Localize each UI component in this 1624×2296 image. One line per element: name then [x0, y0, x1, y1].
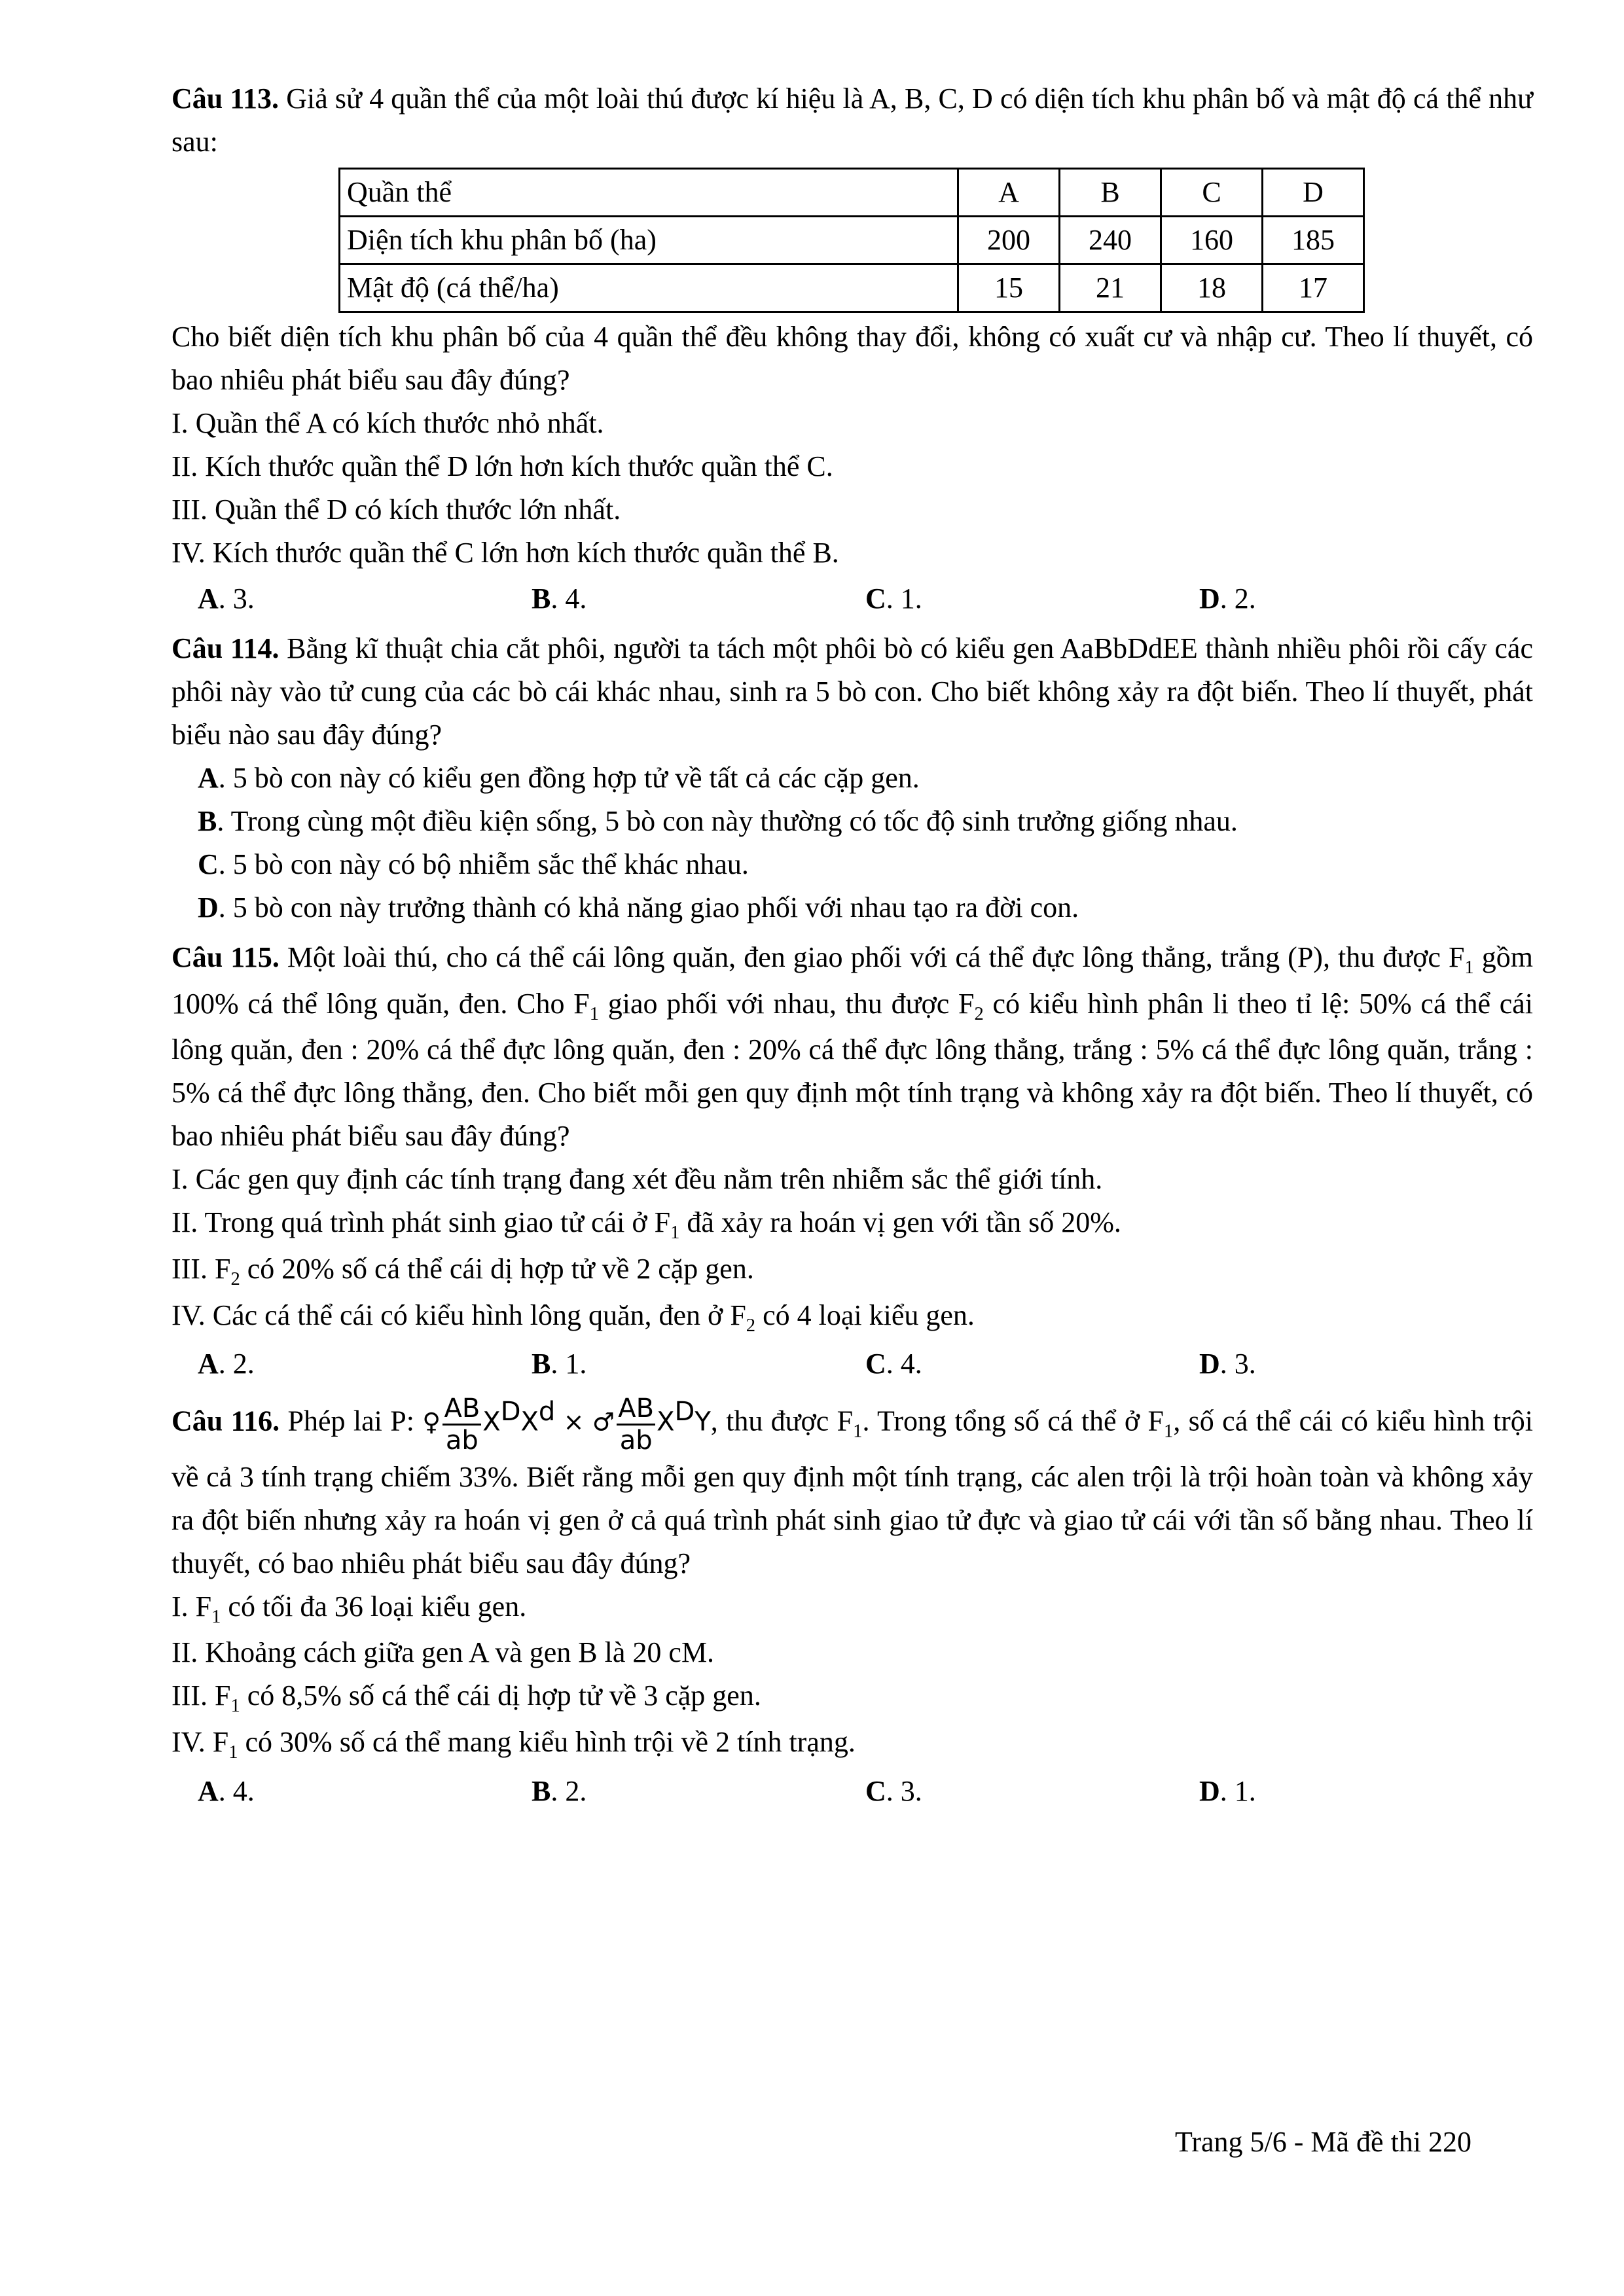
- option-b[interactable]: B. 1.: [532, 1348, 587, 1380]
- statement-iii: III. $F_1$ có 8,5% số cá thể cái dị hợp tử về 3 cặp gen.: [171, 1679, 761, 1716]
- statement-ii: II. Trong quá trình phát sinh giao tử cái ở $F_1$ đã xảy ra hoán vị gen với tần số 20%.: [171, 1206, 1121, 1244]
- table-cell: Diện tích khu phân bố (ha): [340, 217, 958, 264]
- statement-iv: IV. $F_1$ có 30% số cá thể mang kiểu hình trội về 2 tính trạng.: [171, 1725, 856, 1763]
- option-c[interactable]: C. 5 bò con này có bộ nhiễm sắc thể khác nhau.: [198, 848, 749, 880]
- table-header-row: [340, 169, 1364, 217]
- statement-iv: IV. Các cá thể cái có kiểu hình lông quăn, đen ở $F_2$ có 4 loại kiểu gen.: [171, 1299, 975, 1336]
- question-label: Câu 113.: [171, 82, 280, 115]
- option-a[interactable]: A. 4.: [198, 1774, 255, 1807]
- option-b[interactable]: B. Trong cùng một điều kiện sống, 5 bò con này thường có tốc độ sinh trưởng giống nhau.: [198, 805, 1238, 837]
- option-c[interactable]: C. 4.: [865, 1348, 922, 1380]
- answer-options-116: [198, 1770, 1533, 1813]
- statement-i: I. $F_1$ có tối đa 36 loại kiểu gen.: [171, 1590, 527, 1627]
- female-symbol-icon: ♀: [422, 1408, 442, 1437]
- question-label: Câu 114.: [171, 632, 280, 664]
- statement-iii: III. $F_2$ có 20% số cá thể cái dị hợp tử về 2 cặp gen.: [171, 1253, 754, 1289]
- option-a[interactable]: A. 2.: [198, 1348, 255, 1380]
- option-b[interactable]: B. 4.: [532, 583, 587, 615]
- question-113-condition: Cho biết diện tích khu phân bố của 4 quần thể đều không thay đổi, không có xuất cư và nhập cư. Theo lí thuyết, có bao nhiêu phát biểu sau đây đúng?: [171, 321, 1533, 396]
- male-symbol-icon: ♂: [592, 1408, 616, 1437]
- question-text: Giả sử 4 quần thể của một loài thú được kí hiệu là A, B, C, D có diện tích khu phân bố và mật độ cá thể như sau:: [171, 82, 1533, 158]
- question-113-stem: [171, 77, 1533, 164]
- table-cell: 21: [1060, 264, 1161, 312]
- table-row: [340, 264, 1364, 312]
- question-label: Câu 115.: [171, 941, 280, 973]
- genotype-fraction: $\frac{AB}{ab}$: [444, 1393, 480, 1456]
- question-115-stem: Câu 115. Một loài thú, cho cá thể cái lông quăn, đen giao phối với cá thể đực lông thẳng, trắng (P), thu được $F_1$ gồm 100% cá thể lông quăn, đen. Cho $F_1$ giao phối với nhau, thu được $F_2$ có kiểu hình phân li theo tỉ lệ: 50% cá thể cái lông quăn, đen : 20% cá thể đực lông quăn, đen : 20% cá thể đực lông thẳng, trắng : 5% cá thể đực lông quăn, trắng : 5% cá thể đực lông thẳng, đen. Cho biết mỗi gen quy định một tính trạng và không xảy ra đột biến. Theo lí thuyết, có bao nhiêu phát biểu sau đây đúng?: [171, 941, 1533, 1153]
- option-a[interactable]: A. 5 bò con này có kiểu gen đồng hợp tử về tất cả các cặp gen.: [198, 762, 920, 794]
- option-d[interactable]: D. 1.: [1199, 1774, 1256, 1807]
- table-cell: 185: [1263, 217, 1364, 264]
- table-cell: C: [1161, 169, 1263, 217]
- question-116-stem: Câu 116. Phép lai P: ♀ $\frac{AB}{ab}$ $X^DX^d$ × ♂ $\frac{AB}{ab}$ $X^DY$, thu được $F_1$. Trong tổng số cá thể ở $F_1$, số cá thể cái có kiểu hình trội về cả 3 tính trạng chiếm 33%. Biết rằng mỗi gen quy định một tính trạng, các alen trội là trội hoàn toàn và không xảy ra đột biến nhưng xảy ra hoán vị gen ở cả quá trình phát sinh giao tử đực và giao tử cái với tần số bằng nhau. Theo lí thuyết, có bao nhiêu phát biểu sau đây đúng?: [171, 1393, 1533, 1579]
- option-d[interactable]: D. 2.: [1199, 583, 1256, 615]
- table-cell: 200: [958, 217, 1060, 264]
- exam-page: [171, 77, 1533, 1813]
- statement-ii: II. Kích thước quần thể D lớn hơn kích thước quần thể C.: [171, 450, 833, 482]
- table-cell: B: [1060, 169, 1161, 217]
- table-cell: Quần thể: [340, 169, 958, 217]
- statement-i: I. Các gen quy định các tính trạng đang xét đều nằm trên nhiễm sắc thể giới tính.: [171, 1163, 1103, 1196]
- table-cell: D: [1263, 169, 1364, 217]
- multiply-icon: ×: [563, 1408, 585, 1437]
- statement-i: I. Quần thể A có kích thước nhỏ nhất.: [171, 407, 604, 439]
- statement-ii: II. Khoảng cách giữa gen A và gen B là 20 cM.: [171, 1636, 715, 1669]
- table-cell: Mật độ (cá thể/ha): [340, 264, 958, 312]
- question-114-stem: [171, 627, 1533, 757]
- table-cell: 160: [1161, 217, 1263, 264]
- option-b[interactable]: B. 2.: [532, 1774, 587, 1807]
- genotype-fraction: $\frac{AB}{ab}$: [618, 1393, 655, 1456]
- table-cell: 18: [1161, 264, 1263, 312]
- table-cell: 240: [1060, 217, 1161, 264]
- question-label: Câu 116.: [171, 1405, 280, 1438]
- answer-options-113: [198, 577, 1533, 620]
- option-c[interactable]: C. 1.: [865, 583, 922, 615]
- option-c[interactable]: C. 3.: [865, 1774, 922, 1807]
- option-d[interactable]: D. 3.: [1199, 1348, 1256, 1380]
- table-cell: A: [958, 169, 1060, 217]
- question-text: Bằng kĩ thuật chia cắt phôi, người ta tách một phôi bò có kiểu gen AaBbDdEE thành nhiều phôi rồi cấy các phôi này vào tử cung của các bò cái khác nhau, sinh ra 5 bò con. Cho biết không xảy ra đột biến. Theo lí thuyết, phát biểu nào sau đây đúng?: [171, 632, 1533, 751]
- option-d[interactable]: D. 5 bò con này trưởng thành có khả năng giao phối với nhau tạo ra đời con.: [198, 891, 1079, 924]
- table-cell: 15: [958, 264, 1060, 312]
- statement-iv: IV. Kích thước quần thể C lớn hơn kích thước quần thể B.: [171, 537, 839, 569]
- statement-iii: III. Quần thể D có kích thước lớn nhất.: [171, 493, 621, 526]
- answer-options-115: [198, 1342, 1533, 1386]
- page-footer: Trang 5/6 - Mã đề thi 220: [1175, 2126, 1472, 2158]
- population-table: [338, 168, 1365, 313]
- table-row: [340, 217, 1364, 264]
- option-a[interactable]: A. 3.: [198, 583, 255, 615]
- table-cell: 17: [1263, 264, 1364, 312]
